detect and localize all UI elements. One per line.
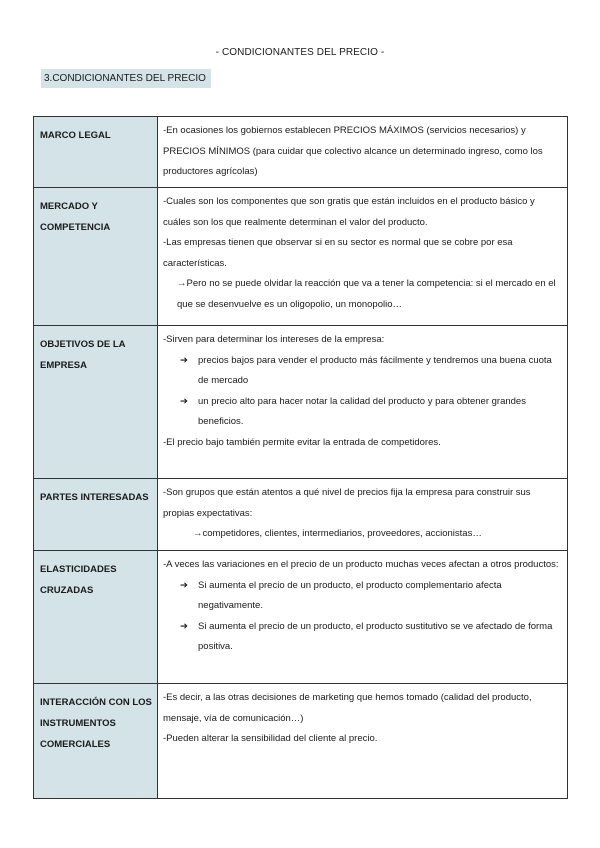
bullet-text: Si aumenta el precio de un producto, el producto sustitutivo se ve afectado de forma positiva. (198, 620, 553, 652)
row-content (158, 188, 568, 326)
intro-text: -A veces las variaciones en el precio de un producto muchas veces afectan a otros productos: (163, 559, 559, 570)
bullet-text: precios bajos para vender el producto más fácilmente y tendremos una buena cuota de mercado (198, 354, 552, 386)
paragraph: -Cuales son los componentes que son gratis que están incluidos en el producto básico y cuáles son los que realmente determinan el valor del producto. (163, 196, 535, 228)
outro-text: -El precio bajo también permite evitar la entrada de competidores. (163, 436, 441, 448)
arrow-bullet-icon: ➔ (180, 620, 188, 632)
paragraph: -Pueden alterar la sensibilidad del cliente al precio. (163, 733, 378, 744)
row-label: PARTES INTERESADAS (34, 479, 158, 551)
row-label: MARCO LEGAL (34, 117, 158, 188)
table-row (34, 684, 568, 799)
arrow-bullet-icon: ➔ (180, 579, 188, 591)
row-content (158, 551, 568, 684)
row-label: ELASTICIDADES CRUZADAS (34, 551, 158, 684)
row-label: INTERACCIÓN CON LOS INSTRUMENTOS COMERCIALES (34, 684, 158, 799)
conditions-table (33, 116, 568, 799)
section-heading: 3.CONDICIONANTES DEL PRECIO (41, 69, 211, 88)
list-item (163, 617, 563, 658)
row-label: MERCADO Y COMPETENCIA (34, 188, 158, 326)
row-content (158, 684, 568, 799)
list-item (163, 576, 563, 617)
row-content (158, 479, 568, 551)
arrow-bullet-icon: ➔ (180, 354, 188, 366)
arrow-note: →Pero no se puede olvidar la reacción que va a tener la competencia: si el mercado en el que se desenvuelve es un oligopolio, un monopolio… (177, 278, 556, 310)
paragraph: -Es decir, a las otras decisiones de marketing que hemos tomado (calidad del producto, mensaje, vía de comunicación…) (163, 692, 532, 724)
table-row (34, 326, 568, 479)
paragraph: -Las empresas tienen que observar si en su sector es normal que se cobre por esa características. (163, 237, 513, 269)
bullet-text: un precio alto para hacer notar la calidad del producto y para obtener grandes beneficios. (198, 395, 526, 427)
table-row (34, 188, 568, 326)
arrow-note: →competidores, clientes, intermediarios, proveedores, accionistas… (193, 528, 482, 539)
table-row (34, 117, 568, 188)
intro-text: -Sirven para determinar los intereses de la empresa: (163, 334, 385, 345)
list-item (163, 392, 563, 433)
list-item (163, 351, 563, 392)
table-row (34, 479, 568, 551)
intro-text: -Son grupos que están atentos a qué nivel de precios fija la empresa para construir sus propias expectativas: (163, 487, 531, 519)
arrow-bullet-icon: ➔ (180, 395, 188, 407)
page-title: - CONDICIONANTES DEL PRECIO - (215, 47, 385, 58)
paragraph: -En ocasiones los gobiernos establecen PRECIOS MÁXIMOS (servicios necesarios) y PRECIOS MÍNIMOS (para cuidar que colectivo alcance un determinado ingreso, como los productores agrícolas) (163, 125, 543, 177)
row-content (158, 326, 568, 479)
row-content (158, 117, 568, 188)
bullet-text: Si aumenta el precio de un producto, el producto complementario afecta negativamente. (198, 579, 502, 611)
table-row (34, 551, 568, 684)
row-label: OBJETIVOS DE LA EMPRESA (34, 326, 158, 479)
